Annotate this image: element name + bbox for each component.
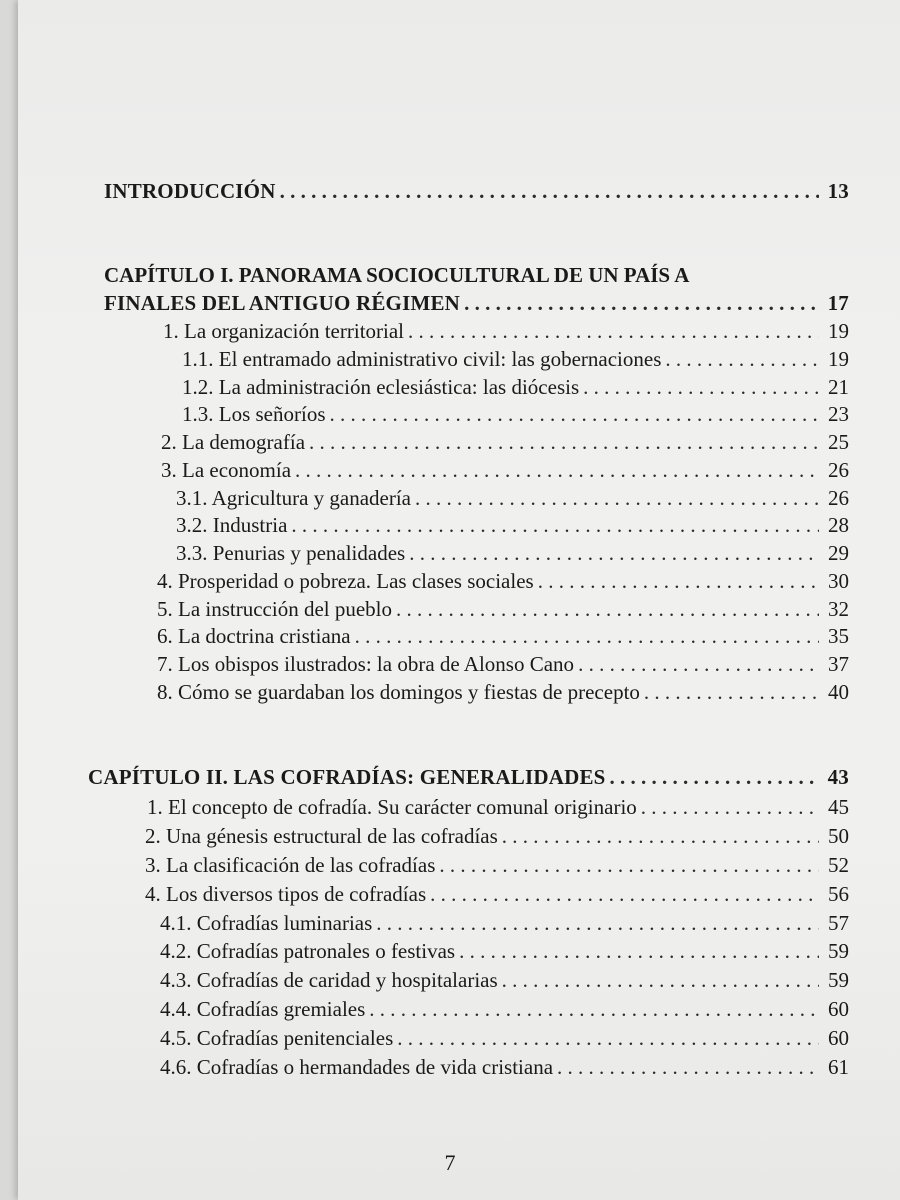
toc-page-number: 35 xyxy=(828,624,849,648)
toc-page-number: 52 xyxy=(828,853,849,877)
leader-dots xyxy=(415,485,819,511)
toc-entry-chapter-1 xyxy=(104,290,849,316)
chapter-1-title-line2: FINALES DEL ANTIGUO RÉGIMEN xyxy=(104,291,461,315)
toc-entry-label: 2. Una génesis estructural de las cofradías xyxy=(145,824,498,848)
toc-entry xyxy=(145,852,849,878)
toc-entry xyxy=(163,318,849,344)
toc-page-number: 19 xyxy=(828,347,849,371)
toc-page-number: 57 xyxy=(828,911,849,935)
toc-entry xyxy=(157,596,849,622)
leader-dots xyxy=(644,679,819,705)
toc-entry-label: 3. La economía xyxy=(161,458,292,482)
toc-page-number: 60 xyxy=(828,997,849,1021)
toc-entry-label: 4.3. Cofradías de caridad y hospitalarias xyxy=(160,968,498,992)
toc-entry xyxy=(176,540,849,566)
toc-entry xyxy=(145,881,849,907)
toc-page-number: 17 xyxy=(827,291,849,315)
toc-entry-label: 7. Los obispos ilustrados: la obra de Alonso Cano xyxy=(157,652,575,676)
toc-page-number: 30 xyxy=(828,569,849,593)
toc-entry-label: 3.2. Industria xyxy=(176,513,288,537)
toc-entry xyxy=(160,1054,849,1080)
toc-entry xyxy=(176,512,849,538)
toc-entry xyxy=(176,485,849,511)
toc-entry xyxy=(161,429,849,455)
toc-entry-label: 5. La instrucción del pueblo xyxy=(157,597,393,621)
toc-entry xyxy=(182,346,849,372)
toc-entry xyxy=(160,967,849,993)
toc-entry xyxy=(157,568,849,594)
leader-dots xyxy=(578,651,819,677)
toc-entry-label: 1. El concepto de cofradía. Su carácter comunal originario xyxy=(147,795,637,819)
toc-entry xyxy=(160,1025,849,1051)
toc-entry-label: 4.5. Cofradías penitenciales xyxy=(160,1026,394,1050)
toc-entry-introduccion xyxy=(104,178,849,204)
toc-entry xyxy=(182,401,849,427)
leader-dots xyxy=(396,596,819,622)
toc-entry-label: 4.1. Cofradías luminarias xyxy=(160,911,373,935)
toc-entry xyxy=(157,651,849,677)
leader-dots xyxy=(502,823,819,849)
toc-entry-chapter-2 xyxy=(88,764,849,790)
leader-dots xyxy=(295,457,819,483)
toc-entry xyxy=(161,457,849,483)
leader-dots xyxy=(459,938,819,964)
page-number: 7 xyxy=(444,1150,456,1175)
toc-entry xyxy=(160,996,849,1022)
toc-page-number: 60 xyxy=(828,1026,849,1050)
chapter-2-title: CAPÍTULO II. LAS COFRADÍAS: GENERALIDADES xyxy=(88,765,606,789)
leader-dots xyxy=(408,318,819,344)
toc-entry xyxy=(182,374,849,400)
leader-dots xyxy=(464,290,819,316)
leader-dots xyxy=(557,1054,819,1080)
toc-page-number: 26 xyxy=(828,486,849,510)
toc-entry-label: 4. Los diversos tipos de cofradías xyxy=(145,882,427,906)
toc-page-number: 28 xyxy=(828,513,849,537)
toc-page-number: 59 xyxy=(828,939,849,963)
toc-entry-label: 2. La demografía xyxy=(161,430,306,454)
toc-page-number: 23 xyxy=(828,402,849,426)
toc-entry-label: 4.4. Cofradías gremiales xyxy=(160,997,366,1021)
toc-entry-label: 3.3. Penurias y penalidades xyxy=(176,541,406,565)
leader-dots xyxy=(280,178,819,204)
toc-entry-label: 6. La doctrina cristiana xyxy=(157,624,351,648)
leader-dots xyxy=(355,623,819,649)
toc-page-number: 45 xyxy=(828,795,849,819)
toc-entry xyxy=(147,794,849,820)
toc-entry-label: 1.3. Los señoríos xyxy=(182,402,326,426)
toc-entry-label: 4.2. Cofradías patronales o festivas xyxy=(160,939,456,963)
toc-page-number: 32 xyxy=(828,597,849,621)
leader-dots xyxy=(610,764,819,790)
toc-entry-label: 3.1. Agricultura y ganadería xyxy=(176,486,411,510)
toc-entry-label: 8. Cómo se guardaban los domingos y fiestas de precepto xyxy=(157,680,640,704)
toc-page-number: 25 xyxy=(828,430,849,454)
toc-entry xyxy=(157,679,849,705)
toc-entry xyxy=(157,623,849,649)
leader-dots xyxy=(330,401,820,427)
toc-entry-label: INTRODUCCIÓN xyxy=(104,179,276,203)
leader-dots xyxy=(430,881,819,907)
toc-entry-label: 4.6. Cofradías o hermandades de vida cristiana xyxy=(160,1055,554,1079)
leader-dots xyxy=(583,374,819,400)
toc-entry-label: 4. Prosperidad o pobreza. Las clases sociales xyxy=(157,569,534,593)
toc-entry-label: 1. La organización territorial xyxy=(163,319,405,343)
toc-page-number: 61 xyxy=(828,1055,849,1079)
toc-entry-label: 1.2. La administración eclesiástica: las diócesis xyxy=(182,375,580,399)
toc-page-number: 40 xyxy=(828,680,849,704)
toc-entry-label: 3. La clasificación de las cofradías xyxy=(145,853,436,877)
leader-dots xyxy=(641,794,819,820)
leader-dots xyxy=(538,568,819,594)
toc-entry xyxy=(160,910,849,936)
leader-dots xyxy=(309,429,819,455)
toc-page-number: 29 xyxy=(828,541,849,565)
toc-page-number: 19 xyxy=(828,319,849,343)
toc-page-number: 26 xyxy=(828,458,849,482)
toc-entry xyxy=(145,823,849,849)
leader-dots xyxy=(291,512,819,538)
toc-page-number: 56 xyxy=(828,882,849,906)
toc-page-number: 50 xyxy=(828,824,849,848)
leader-dots xyxy=(369,996,819,1022)
leader-dots xyxy=(376,910,819,936)
leader-dots xyxy=(397,1025,819,1051)
toc-entry-label: 1.1. El entramado administrativo civil: las gobernaciones xyxy=(182,347,662,371)
toc-page-number: 59 xyxy=(828,968,849,992)
leader-dots xyxy=(439,852,819,878)
toc-entry xyxy=(160,938,849,964)
toc-page-number: 37 xyxy=(828,652,849,676)
toc-page-number: 13 xyxy=(827,179,849,203)
chapter-1-title-line1: CAPÍTULO I. PANORAMA SOCIOCULTURAL DE UN PAÍS A xyxy=(104,263,690,287)
toc-page-number: 21 xyxy=(828,375,849,399)
leader-dots xyxy=(502,967,819,993)
toc-page-number: 43 xyxy=(827,765,849,789)
leader-dots xyxy=(665,346,819,372)
leader-dots xyxy=(409,540,819,566)
